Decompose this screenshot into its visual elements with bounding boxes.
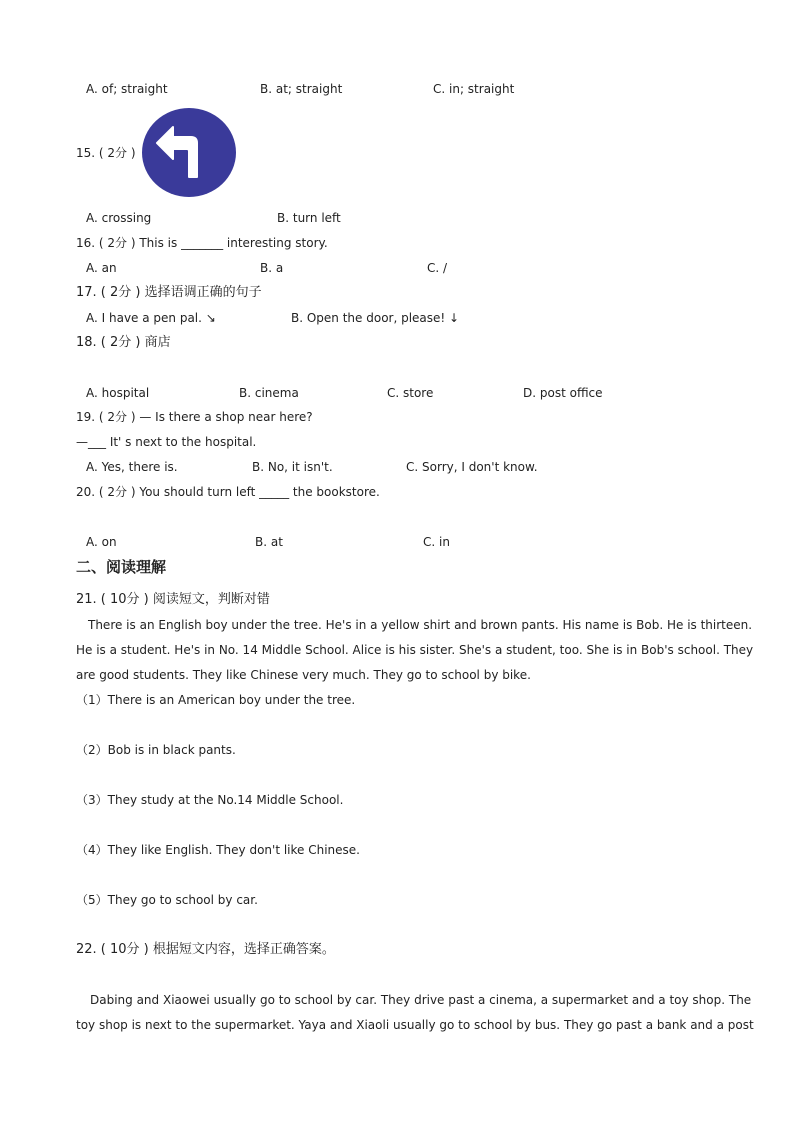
q21-item-4[interactable]: （4）They like English. They don't like Chinese. xyxy=(76,843,360,857)
q21-item-3[interactable]: （3）They study at the No.14 Middle School. xyxy=(76,793,344,807)
q19-stem-response: —___ It' s next to the hospital. xyxy=(76,435,257,449)
q17-option-b[interactable]: B. Open the door, please! ↓ xyxy=(291,311,460,325)
q18-option-d[interactable]: D. post office xyxy=(523,386,603,400)
q19-option-b[interactable]: B. No, it isn't. xyxy=(252,460,333,474)
q18-stem: 18. ( 2分 ) 商店 xyxy=(76,335,171,350)
q22-passage-line-2: toy shop is next to the supermarket. Yaya and Xiaoli usually go to school by bus. They go past a bank and a post xyxy=(76,1018,754,1032)
q18-option-a[interactable]: A. hospital xyxy=(86,386,150,400)
q16-stem: 16. ( 2分 ) This is _______ interesting story. xyxy=(76,236,328,250)
q18-option-b[interactable]: B. cinema xyxy=(239,386,299,400)
q14-option-a[interactable]: A. of; straight xyxy=(86,82,168,96)
section-title-reading: 二、阅读理解 xyxy=(76,558,167,576)
q15-stem: 15. ( 2分 ) xyxy=(76,146,136,160)
q22-passage-line-1: Dabing and Xiaowei usually go to school by car. They drive past a cinema, a supermarket and a toy shop. The xyxy=(90,993,752,1007)
q17-stem: 17. ( 2分 ) 选择语调正确的句子 xyxy=(76,285,262,300)
q14-option-b[interactable]: B. at; straight xyxy=(260,82,343,96)
q21-item-1[interactable]: （1）There is an American boy under the tree. xyxy=(76,693,356,707)
q20-option-a[interactable]: A. on xyxy=(86,535,117,549)
q21-stem: 21. ( 10分 ) 阅读短文，判断对错 xyxy=(76,592,270,607)
q17-option-a[interactable]: A. I have a pen pal. ↘ xyxy=(86,311,216,325)
q19-option-a[interactable]: A. Yes, there is. xyxy=(86,460,178,474)
q14-option-c[interactable]: C. in; straight xyxy=(433,82,515,96)
turn-left-sign-icon xyxy=(141,107,237,198)
q19-option-c[interactable]: C. Sorry, I don't know. xyxy=(406,460,538,474)
q15-option-b[interactable]: B. turn left xyxy=(277,211,341,225)
q20-option-b[interactable]: B. at xyxy=(255,535,283,549)
q21-passage-line-3: are good students. They like Chinese very much. They go to school by bike. xyxy=(76,668,531,682)
q19-stem: 19. ( 2分 ) — Is there a shop near here? xyxy=(76,410,313,424)
q21-passage-line-2: He is a student. He's in No. 14 Middle School. Alice is his sister. She's a student, too. She is in Bob's school. They xyxy=(76,643,754,657)
q18-option-c[interactable]: C. store xyxy=(387,386,434,400)
q16-option-c[interactable]: C. / xyxy=(427,261,448,275)
q21-item-5[interactable]: （5）They go to school by car. xyxy=(76,893,258,907)
q21-passage-line-1: There is an English boy under the tree. He's in a yellow shirt and brown pants. His name is Bob. He is thirteen. xyxy=(88,618,753,632)
q16-option-b[interactable]: B. a xyxy=(260,261,284,275)
q20-stem: 20. ( 2分 ) You should turn left _____ the bookstore. xyxy=(76,485,380,499)
q20-option-c[interactable]: C. in xyxy=(423,535,450,549)
q16-option-a[interactable]: A. an xyxy=(86,261,117,275)
q22-stem: 22. ( 10分 ) 根据短文内容，选择正确答案。 xyxy=(76,942,335,957)
q21-item-2[interactable]: （2）Bob is in black pants. xyxy=(76,743,236,757)
q15-option-a[interactable]: A. crossing xyxy=(86,211,152,225)
